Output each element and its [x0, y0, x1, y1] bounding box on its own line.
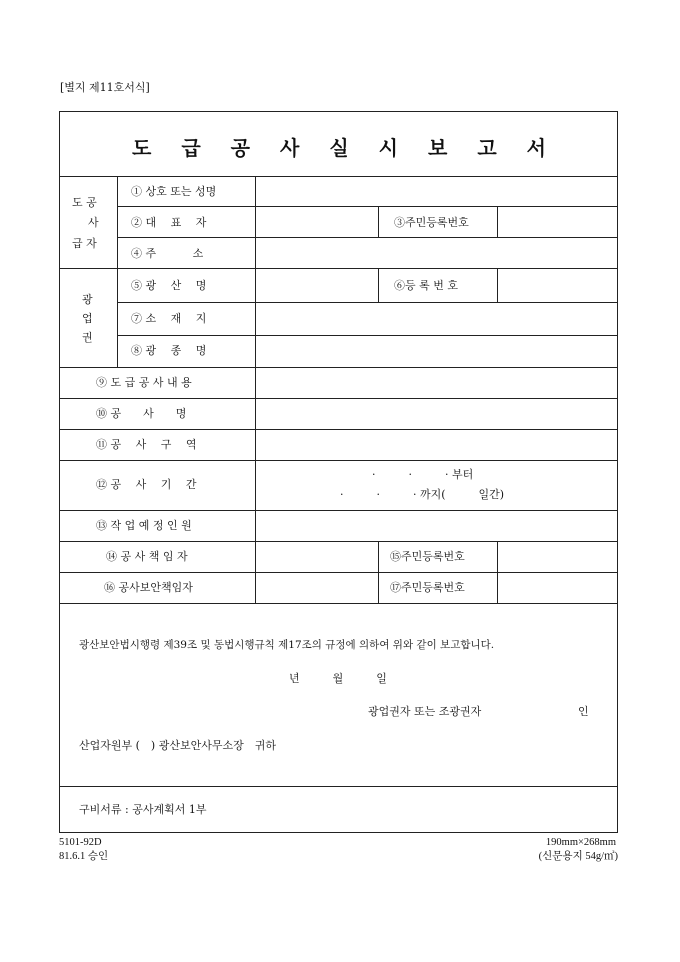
- title-char: 사: [280, 136, 300, 160]
- representative-field[interactable]: [256, 207, 378, 237]
- safety-manager-field[interactable]: [256, 573, 378, 603]
- paper-size: 190mm×268mm: [545, 837, 616, 848]
- attachments-note: 구비서류 : 공사계획서 1부: [79, 803, 207, 816]
- period-from-line[interactable]: · · · 부터: [372, 468, 474, 481]
- title-char: 서: [526, 136, 546, 160]
- safety-resident-number-field[interactable]: [498, 573, 617, 603]
- group-label-line: 업: [82, 312, 93, 325]
- location-field[interactable]: [256, 303, 617, 335]
- group-label-line: 사: [88, 216, 99, 229]
- form-number-label: [별지 제11호서식]: [60, 81, 150, 94]
- title-char: 도: [132, 136, 152, 160]
- work-area-field[interactable]: [256, 430, 617, 460]
- work-name-field[interactable]: [256, 399, 617, 429]
- date-line[interactable]: 년 월 일: [289, 672, 387, 685]
- mine-name-label: ⑤ 광 산 명: [131, 279, 207, 292]
- work-period-label: ⑫ 공 사 기 간: [96, 478, 197, 491]
- trade-name-field[interactable]: [256, 177, 617, 206]
- group-label-line: 권: [82, 331, 93, 344]
- safety-manager-label: ⑯ 공사보안책임자: [104, 581, 193, 594]
- location-label: ⑦ 소 재 지: [131, 312, 207, 325]
- mine-name-field[interactable]: [256, 269, 378, 302]
- mineral-type-field[interactable]: [256, 336, 617, 367]
- declaration-statement: 광산보안법시행령 제39조 및 동법시행규칙 제17조의 규정에 의하여 위와 같이 보고합니다.: [79, 639, 495, 651]
- registration-number-label: ⑥등 록 번 호: [394, 279, 458, 292]
- registration-number-field[interactable]: [498, 269, 617, 302]
- title-char: 급: [181, 136, 201, 160]
- trade-name-label: ① 상호 또는 성명: [131, 185, 217, 198]
- group-label-line: 광: [82, 293, 93, 306]
- representative-label: ② 대 표 자: [131, 216, 207, 229]
- paper-type: (신문용지 54g/㎡): [538, 851, 618, 862]
- manager-resident-number-field[interactable]: [498, 542, 617, 572]
- work-manager-field[interactable]: [256, 542, 378, 572]
- group-label-line: 도 공: [72, 196, 97, 209]
- signer-label: 광업권자 또는 조광권자: [368, 705, 482, 718]
- work-name-label: ⑩ 공 사 명: [96, 407, 187, 420]
- recipient-line: 산업자원부 ( ) 광산보안사무소장 귀하: [79, 739, 276, 752]
- address-field[interactable]: [256, 238, 617, 268]
- title-char: 보: [427, 136, 448, 160]
- resident-number-label: ③주민등록번호: [394, 216, 469, 229]
- mineral-type-label: ⑧ 광 종 명: [131, 344, 207, 357]
- group-label-line: 급 자: [72, 237, 97, 250]
- form-code: 5101-92D: [59, 837, 102, 848]
- title-char: 고: [477, 136, 497, 160]
- title-char: 실: [329, 136, 349, 160]
- period-to-line[interactable]: · · · 까지( 일간): [340, 488, 505, 501]
- manager-resident-number-label: ⑮주민등록번호: [390, 550, 465, 563]
- seal-mark: 인: [578, 705, 589, 718]
- work-manager-label: ⑭ 공 사 책 임 자: [106, 550, 188, 563]
- title-char: 공: [230, 136, 250, 160]
- contract-work-content-label: ⑨ 도 급 공 사 내 용: [96, 376, 192, 389]
- contract-work-content-field[interactable]: [256, 368, 617, 398]
- approval-date: 81.6.1 승인: [59, 851, 109, 862]
- title-char: 시: [378, 136, 398, 160]
- resident-number-field[interactable]: [498, 207, 617, 237]
- address-label: ④ 주 소: [131, 247, 204, 260]
- safety-resident-number-label: ⑰주민등록번호: [390, 581, 465, 594]
- planned-workers-field[interactable]: [256, 511, 617, 541]
- planned-workers-label: ⑬ 작 업 예 정 인 원: [96, 519, 192, 532]
- page-title: [60, 132, 618, 161]
- work-area-label: ⑪ 공 사 구 역: [96, 438, 197, 451]
